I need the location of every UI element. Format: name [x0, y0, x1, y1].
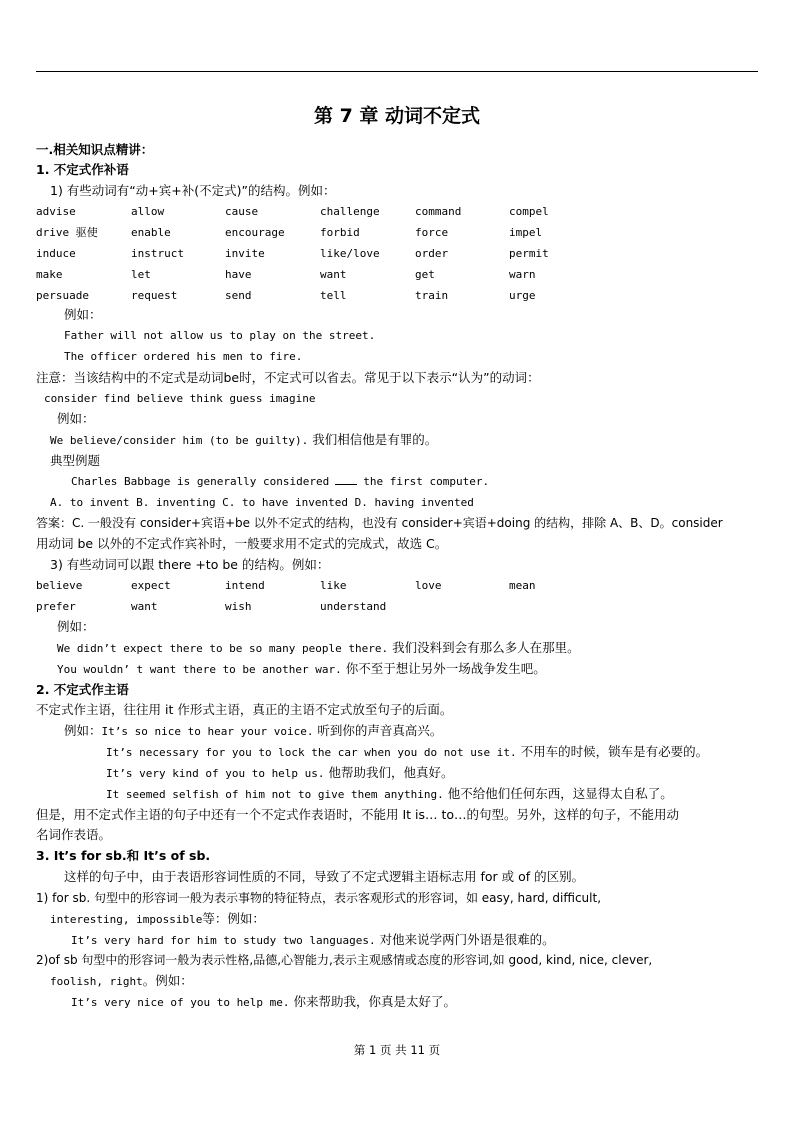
s3-item-2-tail: 。例如： [142, 973, 193, 988]
s1-heading: 1. 不定式作补语 [36, 162, 129, 177]
example-translation: 对他来说学两门外语是很难的。 [379, 932, 555, 947]
example-sentence [71, 992, 456, 1013]
verb-cell: forbid [320, 226, 360, 239]
example-translation: 他帮助我们，他真好。 [328, 765, 454, 780]
verb-cell: force [415, 226, 449, 239]
example-sentence [64, 721, 442, 742]
example-english: It seemed selfish of him not to give them anything. [106, 788, 444, 801]
page-footer: 第 1 页 共 11 页 [353, 1043, 441, 1057]
s1-intro: 1) 有些动词有“动+宾+补(不定式)”的结构。例如： [50, 183, 336, 198]
example-label: 例如： [57, 411, 95, 426]
verb-cell: wish [225, 600, 252, 613]
verb-cell: want [131, 600, 158, 613]
verb-cell: warn [509, 268, 536, 281]
example-sentence: Father will not allow us to play on the street. [64, 329, 376, 342]
verb-cell: compel [509, 205, 549, 218]
example-label: 例如： [57, 619, 95, 634]
s3-item-1: 1) for sb. 句型中的形容词一般为表示事物的特征特点，表示客观形式的形容词，如 easy, hard, difficult, [36, 891, 602, 905]
adjective-list: foolish, right [50, 975, 143, 988]
header-rule [36, 71, 758, 72]
example-sentence [71, 930, 555, 951]
answer-explanation [36, 513, 723, 533]
example-english: It’s very kind of you to help us. [106, 767, 325, 780]
example-english: It’s very hard for him to study two languages. [71, 934, 376, 947]
example-english: It’s necessary for you to lock the car when you do not use it. [106, 746, 517, 759]
answer-blank [335, 474, 357, 485]
verb-cell: urge [509, 289, 536, 302]
s3-intro: 这样的句子中，由于表语形容词性质的不同，导致了不定式逻辑主语标志用 for 或 of 的区别。 [64, 869, 585, 884]
verb-cell: advise [36, 205, 76, 218]
verb-cell: send [225, 289, 252, 302]
verb-cell: expect [131, 579, 171, 592]
verb-cell: let [131, 268, 151, 281]
example-english: You wouldn’ t want there to be another war. [57, 663, 342, 676]
question-part-1: Charles Babbage is generally considered [71, 475, 330, 488]
verb-cell: want [320, 268, 347, 281]
verb-list: consider find believe think guess imagine [44, 392, 316, 405]
s3-item-1-tail: 等：例如： [202, 911, 265, 926]
verb-cell: command [415, 205, 462, 218]
example-sentence [57, 659, 546, 680]
verb-cell: love [415, 579, 442, 592]
verb-cell: challenge [320, 205, 380, 218]
example-english: We believe/consider him (to be guilty). [50, 434, 309, 447]
example-translation: 听到你的声音真高兴。 [317, 723, 443, 738]
example-english: We didn’t expect there to be so many people there. [57, 642, 389, 655]
verb-cell: invite [225, 247, 265, 260]
s1-3-intro: 3) 有些动词可以跟 there +to be 的结构。例如： [50, 557, 330, 572]
s2-heading: 2. 不定式作主语 [36, 682, 129, 697]
example-sentence: The officer ordered his men to fire. [64, 350, 303, 363]
answer-line: 用动词 be 以外的不定式作宾补时，一般要求用不定式的完成式，故选 C。 [36, 536, 448, 551]
verb-cell: get [415, 268, 435, 281]
section-heading: 一.相关知识点精讲： [36, 142, 154, 157]
verb-cell: enable [131, 226, 171, 239]
s3-item-2: 2)of sb 句型中的形容词一般为表示性格,品德,心智能力,表示主观感情或态度的形容词,如 good, kind, nice, clever, [36, 953, 653, 967]
example-sentence [106, 742, 708, 763]
example-sentence [106, 763, 454, 784]
example-translation: 你来帮助我，你真是太好了。 [293, 994, 457, 1009]
verb-cell: allow [131, 205, 165, 218]
s2-paragraph: 名词作表语。 [36, 827, 112, 842]
verb-cell: have [225, 268, 252, 281]
example-english: It’s so nice to hear your voice. [101, 725, 314, 738]
verb-cell: order [415, 247, 449, 260]
example-label: 例如： [64, 307, 102, 322]
verb-cell: persuade [36, 289, 89, 302]
verb-cell: cause [225, 205, 259, 218]
example-english: It’s very nice of you to help me. [71, 996, 290, 1009]
example-translation: 你不至于想让另外一场战争发生吧。 [345, 661, 546, 676]
verb-cell: like [320, 579, 347, 592]
s3-item-2-cont [50, 971, 193, 992]
verb-cell: encourage [225, 226, 285, 239]
page-title: 第 7 章 动词不定式 [313, 105, 481, 127]
example-translation: 他不给他们任何东西，这显得太自私了。 [447, 786, 673, 801]
s3-heading: 3. It’s for sb.和 It’s of sb. [36, 848, 211, 863]
s2-paragraph: 不定式作主语，往往用 it 作形式主语，真正的主语不定式放至句子的后面。 [36, 702, 453, 717]
example-translation: 我们相信他是有罪的。 [312, 432, 438, 447]
example-sentence [57, 638, 580, 659]
verb-cell: make [36, 268, 63, 281]
answer-options: A. to invent B. inventing C. to have invented D. having invented [50, 496, 474, 509]
example-sentence [106, 784, 673, 805]
example-translation: 不用车的时候，锁车是有必要的。 [520, 744, 709, 759]
verb-cell: permit [509, 247, 549, 260]
adjective-list: interesting, impossible [50, 913, 203, 926]
verb-cell: request [131, 289, 178, 302]
verb-cell: impel [509, 226, 543, 239]
s3-item-1-cont [50, 909, 265, 930]
verb-cell: drive 驱使 [36, 226, 98, 239]
verb-cell: instruct [131, 247, 184, 260]
question [71, 472, 489, 492]
verb-cell: tell [320, 289, 347, 302]
example-label: 例如： [64, 723, 102, 738]
typical-example-label: 典型例题 [50, 453, 101, 468]
example-sentence [50, 430, 437, 451]
s2-paragraph: 但是，用不定式作主语的句子中还有一个不定式作表语时，不能用 It is… to…的句型。另外，这样的句子，不能用动 [36, 807, 680, 822]
verb-cell: prefer [36, 600, 76, 613]
answer-line: 答案：C. 一般没有 consider+宾语+be 以外不定式的结构，也没有 consider+宾语+doing 的结构，排除 A、B、D。consider [36, 516, 723, 530]
note-paragraph: 注意：当该结构中的不定式是动词be时，不定式可以省去。常见于以下表示“认为”的动词： [36, 370, 540, 385]
example-translation: 我们没料到会有那么多人在那里。 [392, 640, 580, 655]
verb-cell: believe [36, 579, 83, 592]
verb-cell: like/love [320, 247, 380, 260]
verb-cell: train [415, 289, 449, 302]
verb-cell: intend [225, 579, 265, 592]
verb-cell: induce [36, 247, 76, 260]
question-part-2: the first computer. [363, 475, 490, 488]
verb-cell: mean [509, 579, 536, 592]
verb-cell: understand [320, 600, 387, 613]
